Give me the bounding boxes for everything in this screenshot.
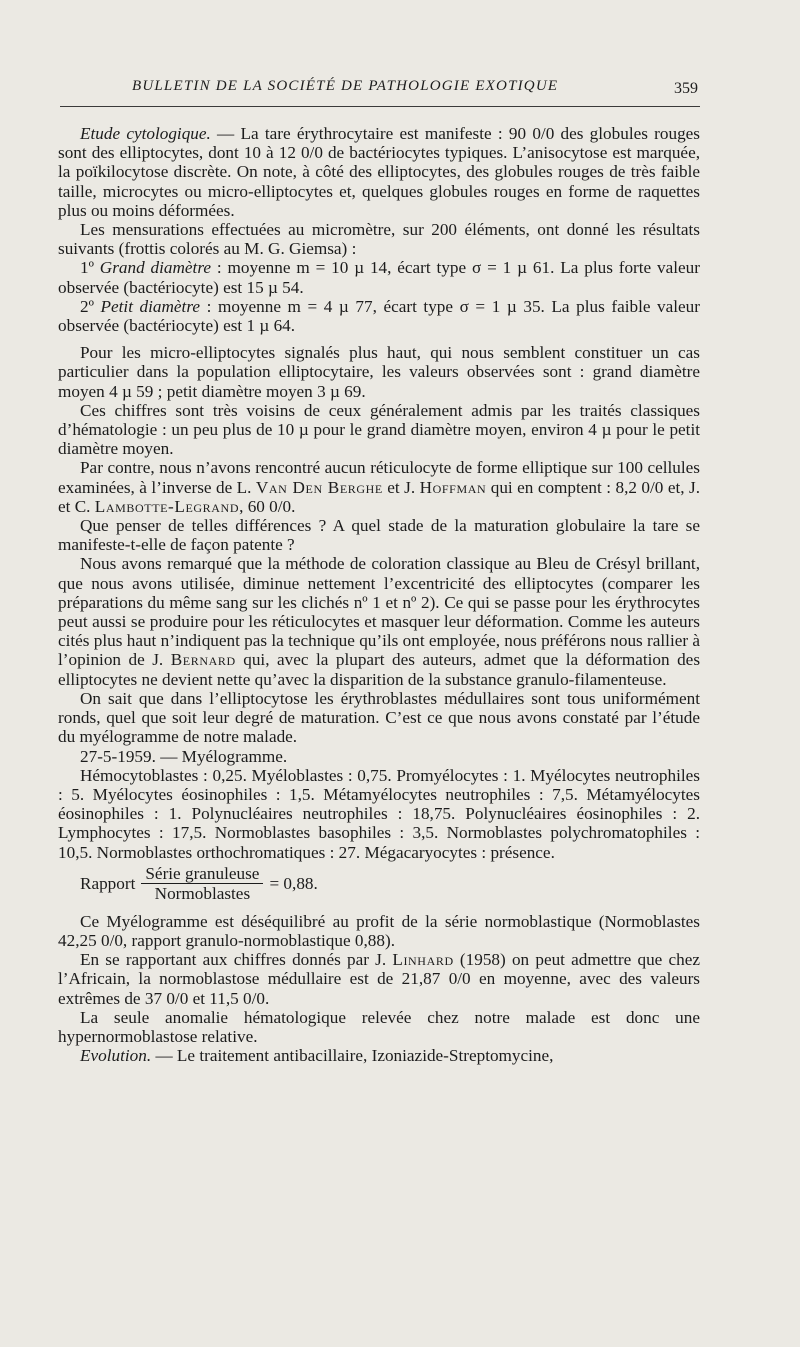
paragraph-african-normoblastosis: [58, 950, 700, 1008]
ratio-fraction: [141, 864, 263, 903]
paragraph-conclusion: La seule anomalie hématologique relevée chez notre malade est donc une hypernormoblastose relative.: [58, 1007, 700, 1046]
paragraph-text: qui en comptent : 8,2 0/0 et, J. et C.: [58, 477, 700, 516]
paragraph-micro-elliptocytes: Pour les micro-elliptocytes signalés plus haut, qui nous semblent constituer un cas particulier dans la population elliptocytaire, les valeurs observées sont : grand diamètre moyen 4 µ 59 ; petit diamètre moyen 3 µ 69.: [58, 343, 700, 401]
paragraph-erythroblasts: On sait que dans l’elliptocytose les érythroblastes médullaires sont tous uniformément ronds, quel que soit leur degré de maturation. C’est ce que nous avons constaté par l’étude du myélogramme de notre malade.: [58, 688, 700, 747]
paragraph-reticulocytes: [58, 458, 700, 516]
ratio-denominator: Normoblastes: [141, 883, 263, 903]
item-text: : moyenne m = 10 µ 14, écart type σ = 1 µ 61. La plus forte valeur observée (bactériocyte) est 15 µ 54.: [58, 258, 700, 297]
ratio-result: = 0,88.: [269, 873, 318, 893]
item-number: 2º: [80, 296, 101, 316]
item-number: 1º: [80, 258, 100, 278]
paragraph-text: En se rapportant aux chiffres donnés par J.: [80, 950, 393, 970]
page-header: [60, 72, 700, 106]
paragraph-small-diameter: [58, 297, 700, 335]
ratio-numerator: Série granuleuse: [145, 863, 260, 883]
paragraph-question: Que penser de telles différences ? A quel stade de la maturation globulaire la tare se manifeste-t-elle de façon patente ?: [58, 516, 700, 555]
paragraph-cytology: [58, 124, 700, 220]
section-label: Evolution.: [80, 1046, 152, 1066]
author-name: Van Den Berghe: [255, 477, 383, 497]
author-name: Linhard: [392, 950, 454, 970]
paragraph-evolution: [58, 1046, 700, 1065]
author-name: Bernard: [170, 650, 236, 670]
item-label: Grand diamètre: [99, 258, 211, 278]
paragraph-text: Nous avons remarqué que la méthode de coloration classique au Bleu de Crésyl brillant, que nous avons utilisée, diminue nettement l’excentricité des elliptocytes (comparer les préparations du même sang sur les clichés nº 1 et nº 2). Ce qui se passe pour les érythrocytes peut aussi se produire pour les réticulocytes et masquer leur déformation. Comme les auteurs cités plus haut n’indiquent pas la technique qu’ils ont employée, nous préférons nous rallier à l’opinion de J.: [58, 554, 700, 670]
paragraph-text: et J.: [382, 477, 420, 497]
author-name: Lambotte-Legrand: [94, 496, 240, 516]
item-text: : moyenne m = 4 µ 77, écart type σ = 1 µ 35. La plus faible valeur observée (bactériocyte) est 1 µ 64.: [58, 296, 700, 336]
paragraph-text: — Le traitement antibacillaire, Izoniazide-Streptomycine,: [151, 1046, 554, 1066]
paragraph-myelogram-values: Hémocytoblastes : 0,25. Myéloblastes : 0,75. Promyélocytes : 1. Myélocytes neutrophiles : 5. Myélocytes éosinophiles : 1,5. Métamyélocytes neutrophiles : 7,5. Métamyélocytes éosinophiles : 1. Polynucléaires neutrophiles : 18,75. Polynucléaires éosinophiles : 2. Lymphocytes : 17,5. Normoblastes basophiles : 3,5. Normoblastes polychromatophiles : 10,5. Normoblastes orthochromatiques : 27. Mégacaryocytes : présence.: [58, 765, 700, 862]
paragraph-measurements: Les mensurations effectuées au micromètre, sur 200 éléments, ont donné les résultats suivants (frottis colorés au M. G. Giemsa) :: [58, 220, 700, 259]
header-rule: [60, 106, 700, 107]
paragraph-text: Par contre, nous n’avons rencontré aucun réticulocyte de forme elliptique sur 100 cellules examinées, à l’inverse de L.: [58, 458, 700, 497]
item-label: Petit diamètre: [100, 296, 201, 316]
paragraph-large-diameter: [58, 258, 700, 296]
paragraph-myelogram-date: 27-5-1959. — Myélogramme.: [80, 746, 288, 766]
ratio-formula: [58, 864, 700, 908]
running-title: BULLETIN DE LA SOCIÉTÉ DE PATHOLOGIE EXOTIQUE: [132, 78, 559, 94]
paragraph-text: qui, avec la plupart des auteurs, admet que la déformation des elliptocytes ne devient nette qu’avec la disparition de la substance granulo-filamenteuse.: [58, 650, 701, 689]
paragraph-imbalance: Ce Myélogramme est déséquilibré au profit de la série normoblastique (Normoblastes 42,25 0/0, rapport granulo-normoblastique 0,88).: [58, 911, 700, 950]
author-name: Hoffman: [419, 477, 487, 497]
paragraph-text: (1958) on peut admettre que chez l’Africain, la normoblastose médullaire est de 21,87 0/0 en moyenne, avec des valeurs extrêmes de 37 0/0 et 11,5 0/0.: [58, 950, 700, 1008]
paragraph-text: — La tare érythrocytaire est manifeste : 90 0/0 des globules rouges sont des elliptocytes, dont 10 à 12 0/0 de bactériocytes typiques. L’anisocytose est marquée, la poïkilocytose discrète. On note, à côté des elliptocytes, des globules rouges de très faible taille, microcytes ou micro-elliptocytes et, quelques globules rouges en forme de raquettes plus ou moins déformées.: [58, 124, 700, 220]
section-label: Etude cytologique.: [80, 124, 211, 143]
ratio-label: Rapport: [80, 873, 136, 893]
paragraph-text: , 60 0/0.: [239, 496, 296, 516]
article-body: [58, 124, 700, 1065]
paragraph-staining: [58, 554, 700, 688]
page-number: 359: [674, 80, 698, 97]
paragraph-comparison: Ces chiffres sont très voisins de ceux généralement admis par les traités classiques d’hématologie : un peu plus de 10 µ pour le grand diamètre moyen, environ 4 µ pour le petit diamètre moyen.: [58, 400, 700, 459]
